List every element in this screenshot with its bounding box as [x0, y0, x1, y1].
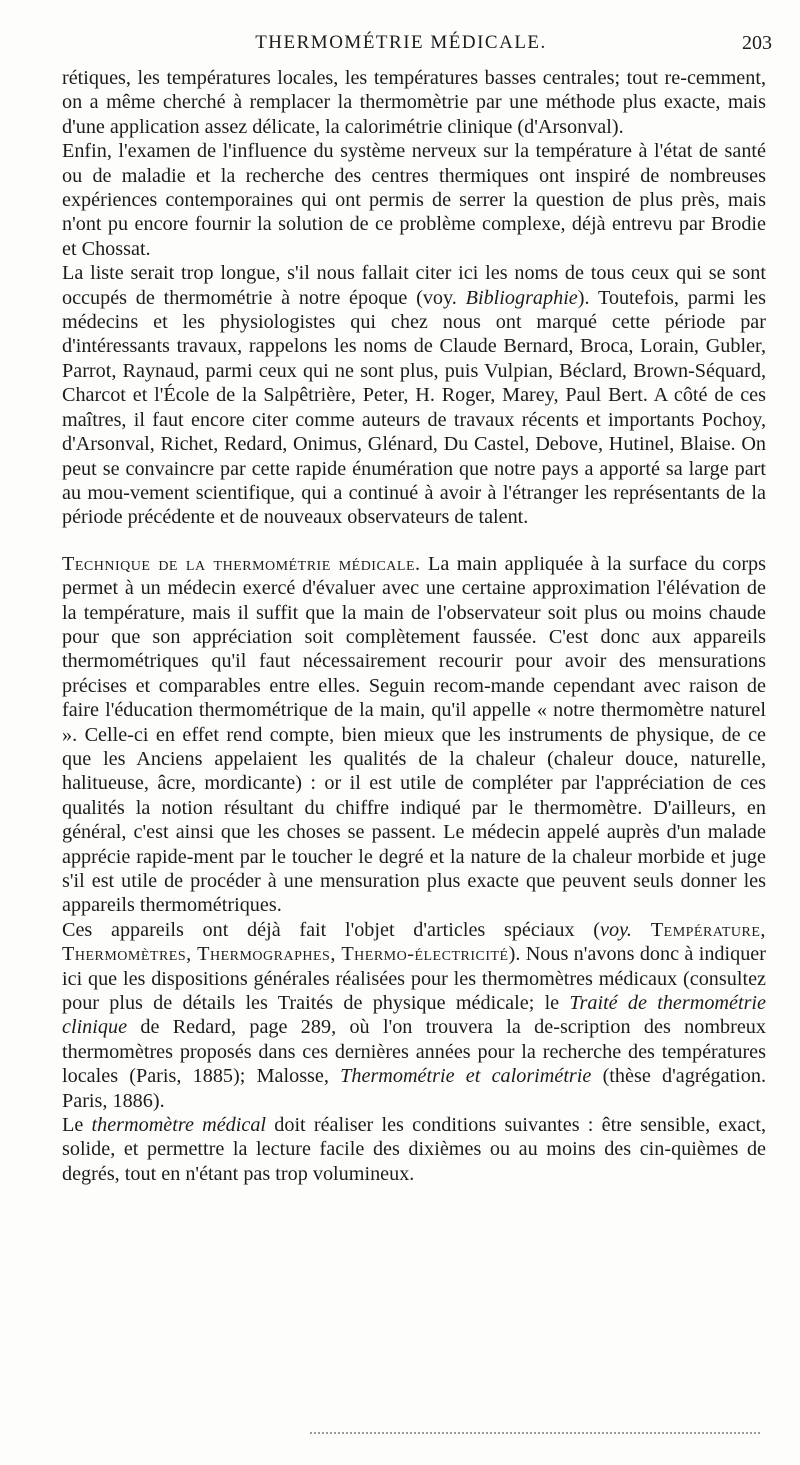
bibliographie-reference: Bibliographie	[465, 286, 578, 309]
paragraph-5-text-a: Ces appareils ont déjà fait l'objet d'articles spéciaux (	[62, 918, 601, 941]
page-number: 203	[742, 32, 772, 54]
paragraph-5	[62, 918, 766, 1113]
paragraph-4-text: La main appliquée à la surface du corps permet à un médecin exercé d'évaluer avec une certaine approximation l'élévation de la température, mais il suffit que la main de l'observateur soit plus ou moins chaude pour que son appréciation soit complètement faussée. C'est donc aux appareils thermométriques qu'il faut nécessairement recourir pour avoir des mensurations précises et comparables entre elles. Seguin recom-mande cependant avec raison de faire l'éducation thermométrique de la main, qu'il appelle « notre thermomètre naturel ». Celle-ci en effet rend compte, bien mieux que les instruments de physique, de ce que les Anciens appelaient les qualités de la chaleur (chaleur douce, naturelle, halitueuse, âcre, mordicante) : or il est utile de compléter par l'appréciation de ces qualités la notion résultant du chiffre indiqué par le thermomètre. D'ailleurs, en général, c'est ainsi que les choses se passent. Le médecin appelé auprès d'un malade apprécie rapide-ment par le toucher le degré et la nature de la chaleur morbide et juge s'il est utile de procéder à une mensuration plus exacte que peuvent seuls donner les appareils thermométriques.	[62, 552, 766, 917]
paragraph-5-text-b: ). Nous n'avons donc à indiquer ici que les dispositions générales réalisées pour les thermomètres médicaux (consultez pour plus de détails les Traités de physique médicale; le	[62, 943, 766, 1015]
paragraph-3	[62, 261, 766, 529]
paragraph-6-text-b: doit réaliser les conditions suivantes : être sensible, exact, solide, et permettre la lecture facile des dixièmes ou au moins des cin-quièmes de degrés, tout en n'étant pas trop volumineux.	[62, 1114, 766, 1185]
paragraph-2	[62, 139, 766, 261]
paragraph-6	[62, 1113, 766, 1186]
redard-title: Traité de thermométrie clinique	[62, 992, 766, 1039]
section-heading: Technique de la thermométrie médicale.	[62, 552, 421, 575]
paragraph-3-text-c: ). Toutefois, parmi les médecins et les physiologistes qui chez nous ont marqué cette période par d'intéressants travaux, rappelons les noms de Claude Bernard, Broca, Lorain, Gubler, Parrot, Raynaud, parmi ceux qui ne sont plus, puis Vulpian, Béclard, Brown-Séquard, Charcot et l'École de la Salpêtrière, Peter, H. Roger, Marey, Paul Bert. A côté de ces maîtres, il faut encore citer comme auteurs de travaux récents et importants Pochoy, d'Arsonval, Richet, Redard, Onimus, Glénard, Du Castel, Debove, Hutinel, Blaise. On peut se convaincre par cette rapide énumération que notre pays a apporté sa large part au mou-vement scientifique, qui a continué à avoir à l'étranger les représentants de la période précédente et de nouveaux observateurs de talent.	[62, 286, 766, 529]
paragraph-2-text: Enfin, l'examen de l'influence du système nerveux sur la température à l'état de santé ou de maladie et la recherche des centres thermiques ont inspiré de nombreuses expériences contemporaines qui ont permis de serrer la question de plus près, mais n'ont pu encore fournir la solution de ce problème complexe, déjà entrevu par Brodie et Chossat.	[62, 140, 766, 260]
malosse-title: Thermométrie et calorimétrie	[340, 1065, 592, 1088]
paragraph-6-text-a: Le	[62, 1114, 92, 1137]
cross-references: Température, Thermomètres, Thermographes, Thermo-électricité	[62, 918, 766, 966]
paragraph-5-text-d: (thèse d'agrégation. Paris, 1886).	[62, 1065, 766, 1112]
voy-abbrev: voy.	[600, 918, 632, 941]
paragraph-3-text-a: La liste serait trop longue, s'il nous fallait citer ici les noms de tous ceux qui se sont occupés de thermométrie à notre époque (voy.	[62, 262, 766, 309]
section-gap	[62, 530, 766, 552]
paragraph-1-text: rétiques, les températures locales, les températures basses centrales; tout re-cemment, on a même cherché à remplacer la thermomètrie par une méthode plus exacte, mais d'une application assez délicate, la calorimétrie clinique (d'Arsonval).	[62, 67, 766, 138]
paragraph-4	[62, 552, 766, 918]
paragraph-1	[62, 66, 766, 139]
body-text	[62, 66, 766, 1186]
footer-dotted-rule	[310, 1432, 760, 1434]
page-header	[30, 32, 772, 62]
thermometre-medical-term: thermomètre médical	[91, 1114, 267, 1137]
paragraph-5-text-c: de Redard, page 289, où l'on trouvera la de-scription des nombreux thermomètres proposés dans ces dernières années pour la recherche des températures locales (Paris, 1885); Malosse,	[62, 1016, 766, 1088]
running-title: THERMOMÉTRIE MÉDICALE.	[255, 32, 547, 53]
